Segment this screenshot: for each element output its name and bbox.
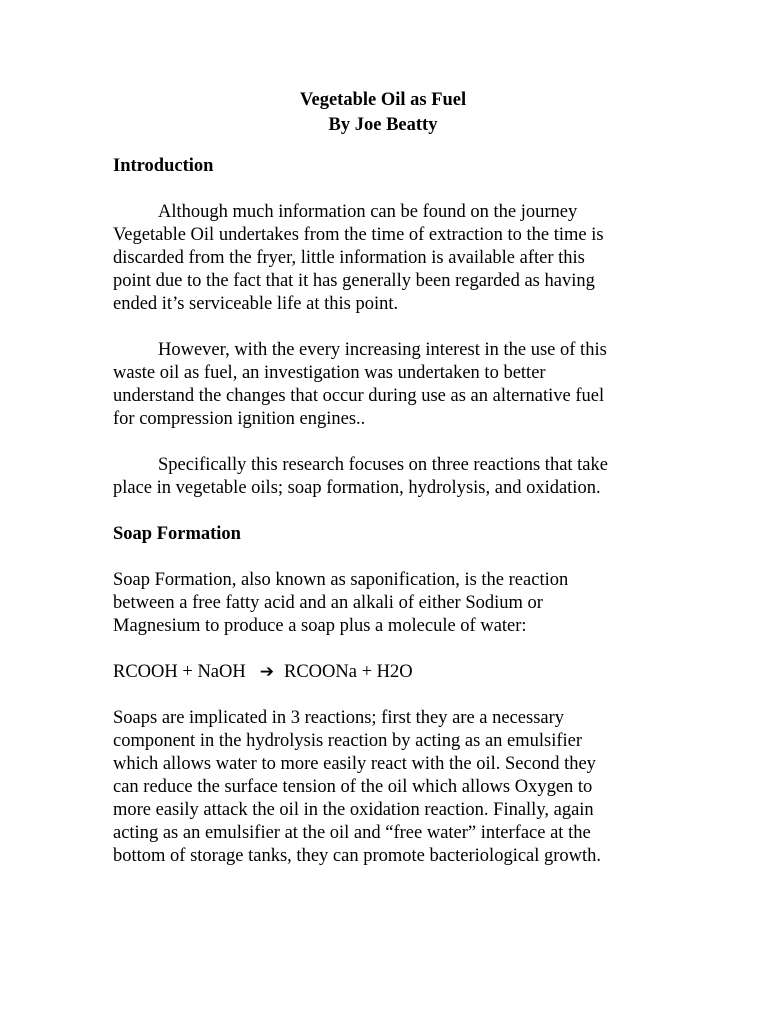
intro-paragraph-3 [113,454,653,500]
intro-paragraph-2 [113,339,653,431]
document-page [113,88,653,891]
paragraph-line: which allows water to more easily react with the oil. Second they [113,754,596,774]
paragraph-line: more easily attack the oil in the oxidation reaction. Finally, again [113,800,594,820]
section-heading-soap-formation: Soap Formation [113,524,241,544]
paragraph-line: However, with the every increasing interest in the use of this [158,340,607,360]
document-author: By Joe Beatty [328,115,438,135]
soap-paragraph-2 [113,707,653,868]
paragraph-line: Specifically this research focuses on three reactions that take [158,455,608,475]
paragraph-line: waste oil as fuel, an investigation was undertaken to better [113,363,546,383]
paragraph-line: point due to the fact that it has generally been regarded as having [113,271,595,291]
paragraph-line: place in vegetable oils; soap formation, hydrolysis, and oxidation. [113,478,601,498]
saponification-equation [113,661,653,684]
paragraph-line: component in the hydrolysis reaction by acting as an emulsifier [113,731,583,751]
paragraph-line: Soap Formation, also known as saponification, is the reaction [113,570,569,590]
paragraph-line: Magnesium to produce a soap plus a molecule of water: [113,616,527,636]
paragraph-line: ended it’s serviceable life at this point. [113,294,399,314]
title-block [113,88,653,138]
paragraph-line: Vegetable Oil undertakes from the time of extraction to the time is [113,225,604,245]
paragraph-line: for compression ignition engines.. [113,409,366,429]
intro-paragraph-1 [113,201,653,316]
paragraph-line: bottom of storage tanks, they can promote bacteriological growth. [113,846,602,866]
document-title: Vegetable Oil as Fuel [299,90,467,110]
paragraph-line: Although much information can be found on the journey [158,202,578,222]
section-heading-introduction: Introduction [113,156,214,176]
paragraph-line: discarded from the fryer, little information is available after this [113,248,585,268]
soap-paragraph-1 [113,569,653,638]
equation-reactants: RCOOH + NaOH [113,662,246,682]
arrow-right-icon: ➔ [259,662,274,682]
paragraph-line: understand the changes that occur during use as an alternative fuel [113,386,605,406]
equation-products: RCOONa + H2O [283,662,413,682]
paragraph-line: between a free fatty acid and an alkali of either Sodium or [113,593,543,613]
paragraph-line: Soaps are implicated in 3 reactions; first they are a necessary [113,708,565,728]
paragraph-line: can reduce the surface tension of the oil which allows Oxygen to [113,777,593,797]
paragraph-line: acting as an emulsifier at the oil and “free water” interface at the [113,823,591,843]
